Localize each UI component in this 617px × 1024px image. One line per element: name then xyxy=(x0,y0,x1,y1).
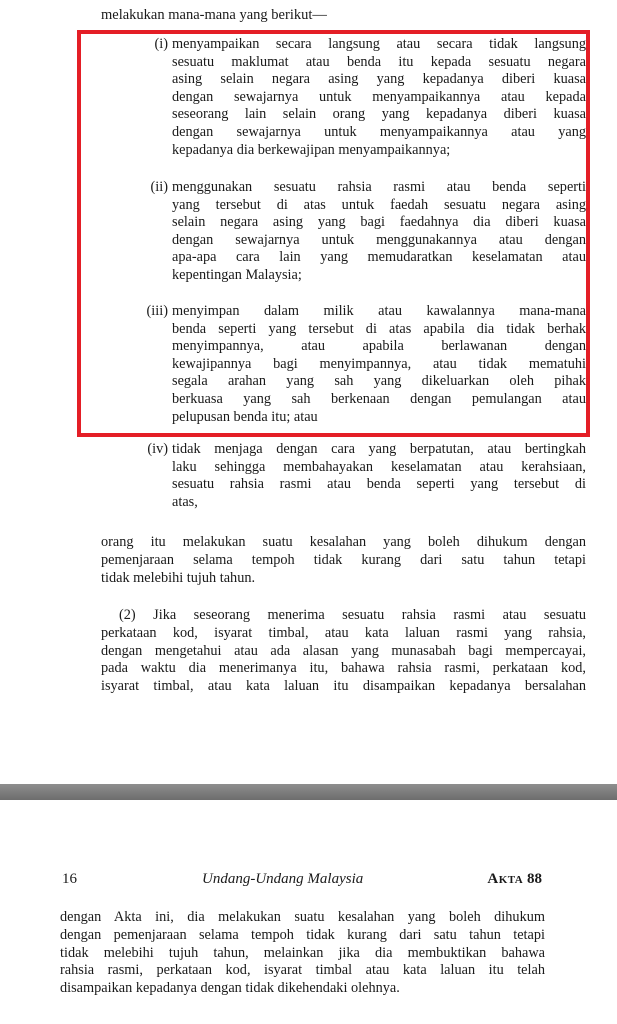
text-line: sesuatu maklumat atau benda itu kepada sesuatu negara xyxy=(172,53,586,70)
item-text xyxy=(172,303,586,426)
text-line: dengan pemenjaraan selama tempoh tidak kurang dari satu tahun tetapi xyxy=(60,926,545,943)
text-line: dengan sewajarnya untuk menggunakannya atau dengan xyxy=(172,231,586,248)
running-title: Undang-Undang Malaysia xyxy=(202,871,364,887)
list-item xyxy=(126,36,586,162)
text-line: sesuatu rahsia rasmi atau benda seperti yang tersebut di xyxy=(172,476,586,493)
item-number: (i) xyxy=(154,36,168,52)
closing-paragraph xyxy=(101,534,586,587)
text-line: menyimpan dalam milik atau kawalannya mana-mana xyxy=(172,303,586,319)
item-number: (iii) xyxy=(146,303,168,319)
item-number: (ii) xyxy=(150,179,168,195)
page-number: 16 xyxy=(62,871,77,887)
text-line: tidak menjaga dengan cara yang berpatutan, atau bertingkah xyxy=(172,441,586,457)
list-item xyxy=(126,441,586,517)
text-line: selain negara asing yang bagi faedahnya dia diberi kuasa xyxy=(172,214,586,231)
text-line: kepentingan Malaysia; xyxy=(172,266,302,283)
lead-in-text: melakukan mana-mana yang berikut— xyxy=(101,7,327,23)
text-line: dengan mengetahui atau ada alasan yang munasabah bagi mempercayai, xyxy=(101,642,586,659)
text-line: pelupusan benda itu; atau xyxy=(172,408,318,425)
text-line: isyarat timbal, atau kata laluan itu disampaikan kepadanya bersalahan xyxy=(101,678,586,695)
text-line: orang itu melakukan suatu kesalahan yang boleh dihukum dengan xyxy=(101,534,586,550)
continuation-paragraph xyxy=(60,909,545,998)
item-text xyxy=(172,179,586,285)
text-line: asing selain negara asing yang kepadanya diberi kuasa xyxy=(172,71,586,88)
item-text xyxy=(172,36,586,159)
text-line: menggunakan sesuatu rahsia rasmi atau benda seperti xyxy=(172,179,586,195)
text-line: berkuasa yang sah berkenaan dengan pemulangan atau xyxy=(172,390,586,407)
text-line: apa-apa cara lain yang memudaratkan keselamatan atau xyxy=(172,249,586,266)
list-item xyxy=(126,179,586,287)
text-line: seseorang lain selain orang yang kepadanya diberi kuasa xyxy=(172,106,586,123)
text-line: kepadanya dia berkewajipan menyampaikannya; xyxy=(172,141,451,158)
text-line: menyimpannya, atau apabila berlawanan dengan xyxy=(172,338,586,355)
text-line: (2) Jika seseorang menerima sesuatu rahsia rasmi atau sesuatu xyxy=(119,607,586,623)
running-header xyxy=(62,871,542,891)
item-text xyxy=(172,441,586,511)
item-number: (iv) xyxy=(147,441,168,457)
text-line: dengan Akta ini, dia melakukan suatu kesalahan yang boleh dihukum xyxy=(60,909,545,925)
act-word: Akta xyxy=(487,871,524,887)
text-line: segala arahan yang sah yang dikeluarkan oleh pihak xyxy=(172,373,586,390)
text-line: perkataan kod, isyarat timbal, atau kata laluan rasmi yang rahsia, xyxy=(101,624,586,641)
text-line: pemenjaraan selama tempoh tidak kurang dari satu tahun tetapi xyxy=(101,551,586,568)
text-line: rahsia rasmi, perkataan kod, isyarat timbal atau kata laluan itu telah xyxy=(60,962,545,979)
text-line: tidak melebihi tujuh tahun. xyxy=(101,569,256,586)
text-line: tidak melebihi tujuh tahun, melainkan jika dia membuktikan bahawa xyxy=(60,944,545,961)
text-line: laku sehingga membahayakan keselamatan atau kerahsiaan, xyxy=(172,458,586,475)
list-item xyxy=(126,303,586,433)
text-line: disampaikan kepadanya dengan tidak dikehendaki olehnya. xyxy=(60,980,400,997)
text-line: dengan sewajarnya untuk menyampaikannya atau kepada xyxy=(172,88,586,105)
text-line: pada waktu dia menerimanya itu, bahawa rahsia rasmi, perkataan kod, xyxy=(101,660,586,677)
text-line: menyampaikan secara langsung atau secara tidak langsung xyxy=(172,36,586,52)
page-break-divider xyxy=(0,784,617,800)
text-line: yang tersebut di atas untuk faedah sesuatu negara asing xyxy=(172,196,586,213)
text-line: benda seperti yang tersebut di atas apabila dia tidak berhak xyxy=(172,320,586,337)
act-number: 88 xyxy=(527,871,542,887)
text-line: kewajipannya bagi menyimpannya, atau tidak mematuhi xyxy=(172,355,586,372)
text-line: dengan sewajarnya untuk menyampaikannya atau yang xyxy=(172,123,586,140)
text-line: atas, xyxy=(172,493,198,510)
subsection-2-paragraph xyxy=(101,607,586,696)
act-label xyxy=(487,871,542,888)
